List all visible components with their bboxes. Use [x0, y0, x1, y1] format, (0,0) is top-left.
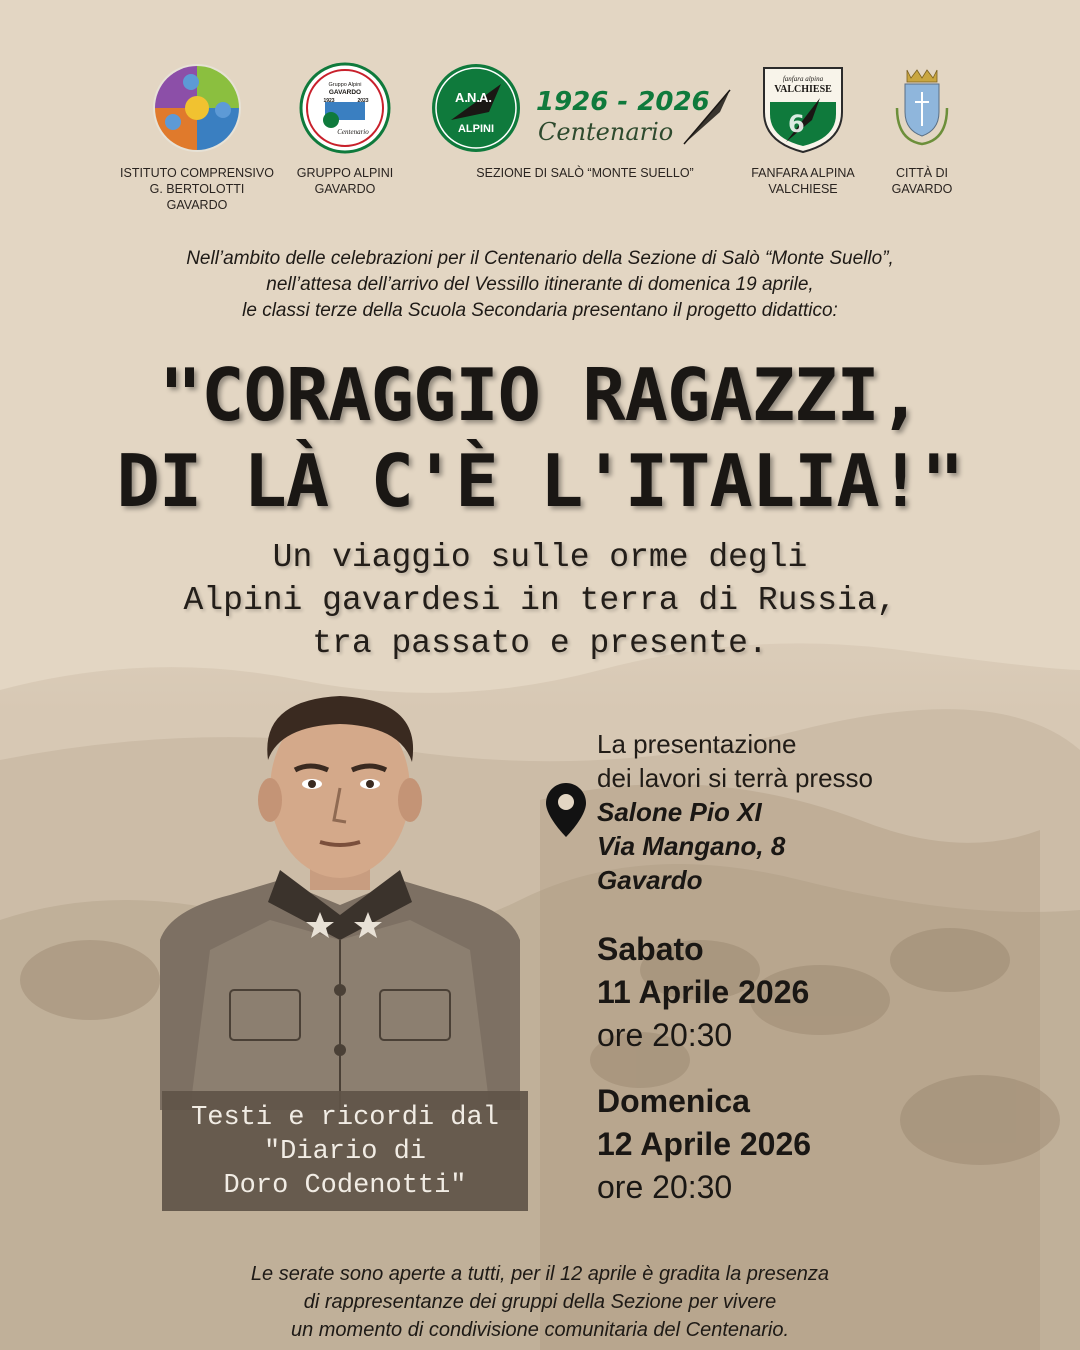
- intro-line: nell’attesa dell’arrivo del Vessillo itinerante di domenica 19 aprile,: [266, 274, 814, 295]
- diary-caption-text: Testi e ricordi dal "Diario di Doro Codenotti": [191, 1103, 499, 1201]
- intro-line: le classi terze della Scuola Secondaria presentano il progetto didattico:: [242, 300, 838, 321]
- venue-city: Gavardo: [597, 865, 703, 895]
- date-block-sunday: [597, 1080, 1037, 1209]
- subtitle-line: Un viaggio sulle orme degli: [272, 539, 808, 576]
- centenario-logo-icon: [534, 74, 734, 150]
- svg-text:A.: A.: [479, 90, 492, 105]
- gavardo-coat-of-arms-icon: [893, 68, 951, 148]
- subtitle-line: Alpini gavardesi in terra di Russia,: [183, 582, 897, 619]
- date-date: 11 Aprile 2026: [597, 974, 810, 1010]
- intro-line: Nell’ambito delle celebrazioni per il Centenario della Sezione di Salò “Monte Suello”,: [186, 248, 894, 269]
- footer-line: un momento di condivisione comunitaria del Centenario.: [290, 1319, 790, 1341]
- venue-intro: La presentazione dei lavori si terrà presso: [597, 729, 873, 793]
- svg-text:Gruppo Alpini: Gruppo Alpini: [328, 82, 362, 88]
- date-date: 12 Aprile 2026: [597, 1126, 812, 1162]
- venue-street: Via Mangano, 8: [597, 831, 786, 861]
- svg-text:1926 - 2026: 1926 - 2026: [536, 87, 710, 117]
- fanfara-logo-icon: [760, 62, 846, 154]
- istituto-comprensivo-caption: ISTITUTO COMPRENSIVO G. BERTOLOTTI GAVARDO: [120, 166, 274, 212]
- fanfara-caption: FANFARA ALPINA VALCHIESE: [751, 166, 855, 196]
- subtitle-line: tra passato e presente.: [312, 625, 768, 662]
- date-block-saturday: [597, 928, 1037, 1057]
- date-time: ore 20:30: [597, 1169, 733, 1205]
- svg-text:VALCHIESE: VALCHIESE: [774, 84, 832, 95]
- gruppo-alpini-caption: GRUPPO ALPINI GAVARDO: [296, 166, 394, 196]
- date-day: Sabato: [597, 931, 704, 967]
- ana-sezione-logo-icon: [431, 62, 521, 154]
- footer-note: [0, 1260, 1080, 1344]
- svg-text:Centenario: Centenario: [337, 128, 369, 136]
- svg-text:2023: 2023: [357, 98, 369, 104]
- title-line: DI LÀ C'È L'ITALIA!": [116, 439, 964, 523]
- svg-text:Centenario: Centenario: [538, 118, 674, 146]
- footer-line: di rappresentanze dei gruppi della Sezione per vivere: [303, 1291, 777, 1313]
- svg-text:ALPINI: ALPINI: [457, 123, 495, 135]
- svg-text:N.: N.: [467, 90, 480, 105]
- svg-text:A.: A.: [455, 90, 468, 105]
- gavardo-caption: CITTÀ DI GAVARDO: [891, 166, 953, 196]
- logo-row: [0, 60, 1080, 220]
- svg-text:fanfara alpina: fanfara alpina: [782, 75, 824, 83]
- location-pin-icon: [546, 783, 586, 837]
- intro-text: [0, 246, 1080, 324]
- subtitle: [0, 536, 1080, 665]
- sezione-salo-caption: SEZIONE DI SALÒ “MONTE SUELLO”: [476, 166, 694, 180]
- date-day: Domenica: [597, 1083, 750, 1119]
- main-title: [0, 352, 1080, 524]
- venue-place: Salone Pio XI: [597, 797, 762, 827]
- gruppo-alpini-logo-icon: [299, 62, 391, 154]
- venue-info: [597, 727, 1037, 897]
- alpino-portrait-illustration: [150, 690, 530, 1110]
- date-time: ore 20:30: [597, 1017, 733, 1053]
- title-line: "CORAGGIO RAGAZZI,: [158, 353, 922, 437]
- istituto-comprensivo-logo-icon: [151, 62, 243, 154]
- svg-text:6: 6: [788, 110, 805, 138]
- footer-line: Le serate sono aperte a tutti, per il 12 aprile è gradita la presenza: [250, 1263, 830, 1285]
- svg-text:1923: 1923: [323, 98, 335, 104]
- diary-caption-box: [162, 1091, 528, 1211]
- svg-text:GAVARDO: GAVARDO: [328, 89, 362, 96]
